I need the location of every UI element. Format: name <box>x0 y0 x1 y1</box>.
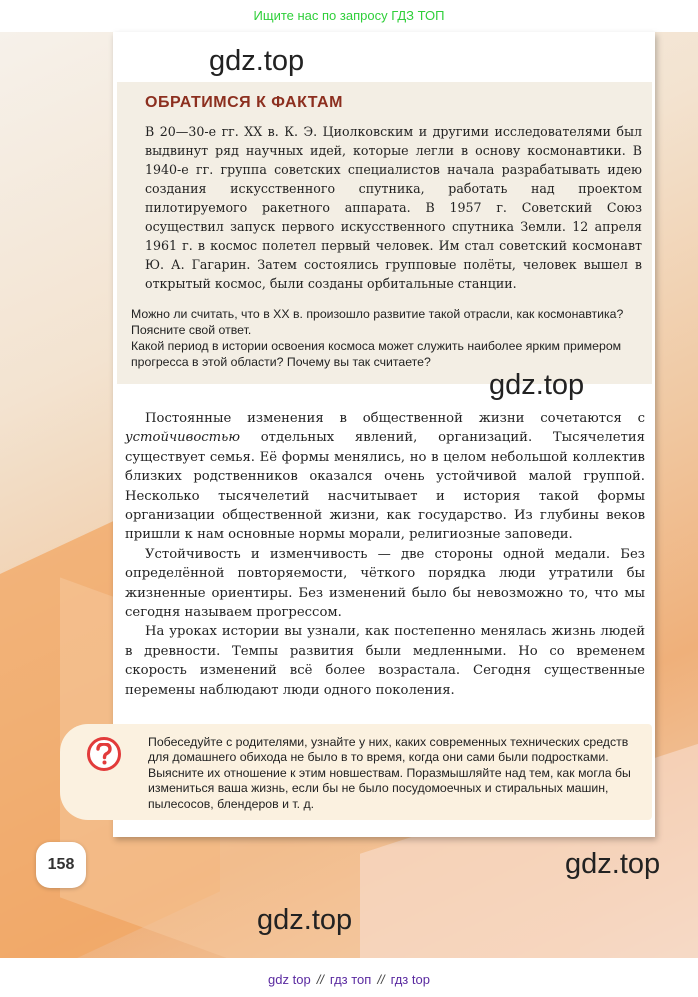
question-2: Какой период в истории освоения космоса может служить наиболее ярким примером прогресса в этой области? Почему вы так считаете? <box>131 339 622 369</box>
paragraph-1: Постоянные изменения в общественной жизни сочетаются с устойчивостью отдельных явлений, организаций. Тысячелетия существует семья. Её формы менялись, но в целом небольшой коллектив близких родственников оказался очень устойчивой малой группой. Несколько тысячелетий насчитывает и история такой формы организации общественной жизни, как государство. Из глубины веков пришли к нам основные нормы морали, религиозные заповеди. <box>125 411 645 543</box>
bottom-links <box>268 972 430 987</box>
task-box <box>60 724 652 820</box>
paragraph-2: Устойчивость и изменчивость — две стороны одной медали. Без определённой повторяемости, чёткого порядка люди утратили бы жизненные ориентиры. Без изменений было бы невозможно то, что мы сегодня называем прогрессом. <box>125 546 645 621</box>
separator: // <box>316 972 324 987</box>
watermark: gdz.top <box>209 45 305 77</box>
bottom-bar <box>0 958 698 997</box>
bottom-link[interactable]: гдз top <box>390 972 430 987</box>
task-text: Побеседуйте с родителями, узнайте у них, каких современных технических средств для домашнего обихода не было в то время, когда они сами были подростками. Выясните их отношение к этим новшествам. Поразмышляйте над тем, как могла бы измениться ваша жизнь, если бы не было посудомоечных и стиральных машин, пылесосов, блендеров и т. д. <box>148 735 631 811</box>
facts-body <box>145 122 642 293</box>
emphasis-term: устойчивостью <box>125 430 240 446</box>
watermark: gdz.top <box>565 848 661 880</box>
facts-questions <box>131 306 636 370</box>
question-1: Можно ли считать, что в XX в. произошло развитие такой отрасли, как космонавтика? Поясните свой ответ. <box>131 307 624 337</box>
main-text <box>125 409 645 700</box>
watermark: gdz.top <box>257 904 353 936</box>
question-icon <box>87 737 121 771</box>
facts-box <box>117 82 652 384</box>
facts-title: ОБРАТИМСЯ К ФАКТАМ <box>145 94 343 111</box>
paragraph-3: На уроках истории вы узнали, как постепенно менялась жизнь людей в древности. Темпы развития были медленными. Но со временем скорость изменений всё более возрастала. Сегодня существенные перемены наблюдают люди одного поколения. <box>125 624 645 698</box>
separator: // <box>377 972 385 987</box>
watermark: gdz.top <box>489 369 585 401</box>
bottom-link[interactable]: gdz top <box>268 972 311 987</box>
page-number: 158 <box>36 842 86 888</box>
facts-paragraph: В 20—30-е гг. XX в. К. Э. Циолковским и другими исследователями был выдвинут ряд научных идей, которые легли в основу космонавтики. В 1940-е гг. группа советских специалистов начала разрабатывать идею создания искусственного спутника, работать над проектом пилотируемого ракетного аппарата. В 1957 г. Советский Союз осуществил запуск первого искусственного спутника Земли. 12 апреля 1961 г. в космос полетел первый человек. Им стал советский космонавт Ю. А. Гагарин. Затем состоялись групповые полёты, человек вышел в открытый космос, были созданы орбитальные станции. <box>145 124 642 291</box>
top-banner-text[interactable]: Ищите нас по запросу ГДЗ ТОП <box>253 8 445 23</box>
bottom-link[interactable]: гдз топ <box>329 972 372 987</box>
top-banner <box>0 0 698 32</box>
